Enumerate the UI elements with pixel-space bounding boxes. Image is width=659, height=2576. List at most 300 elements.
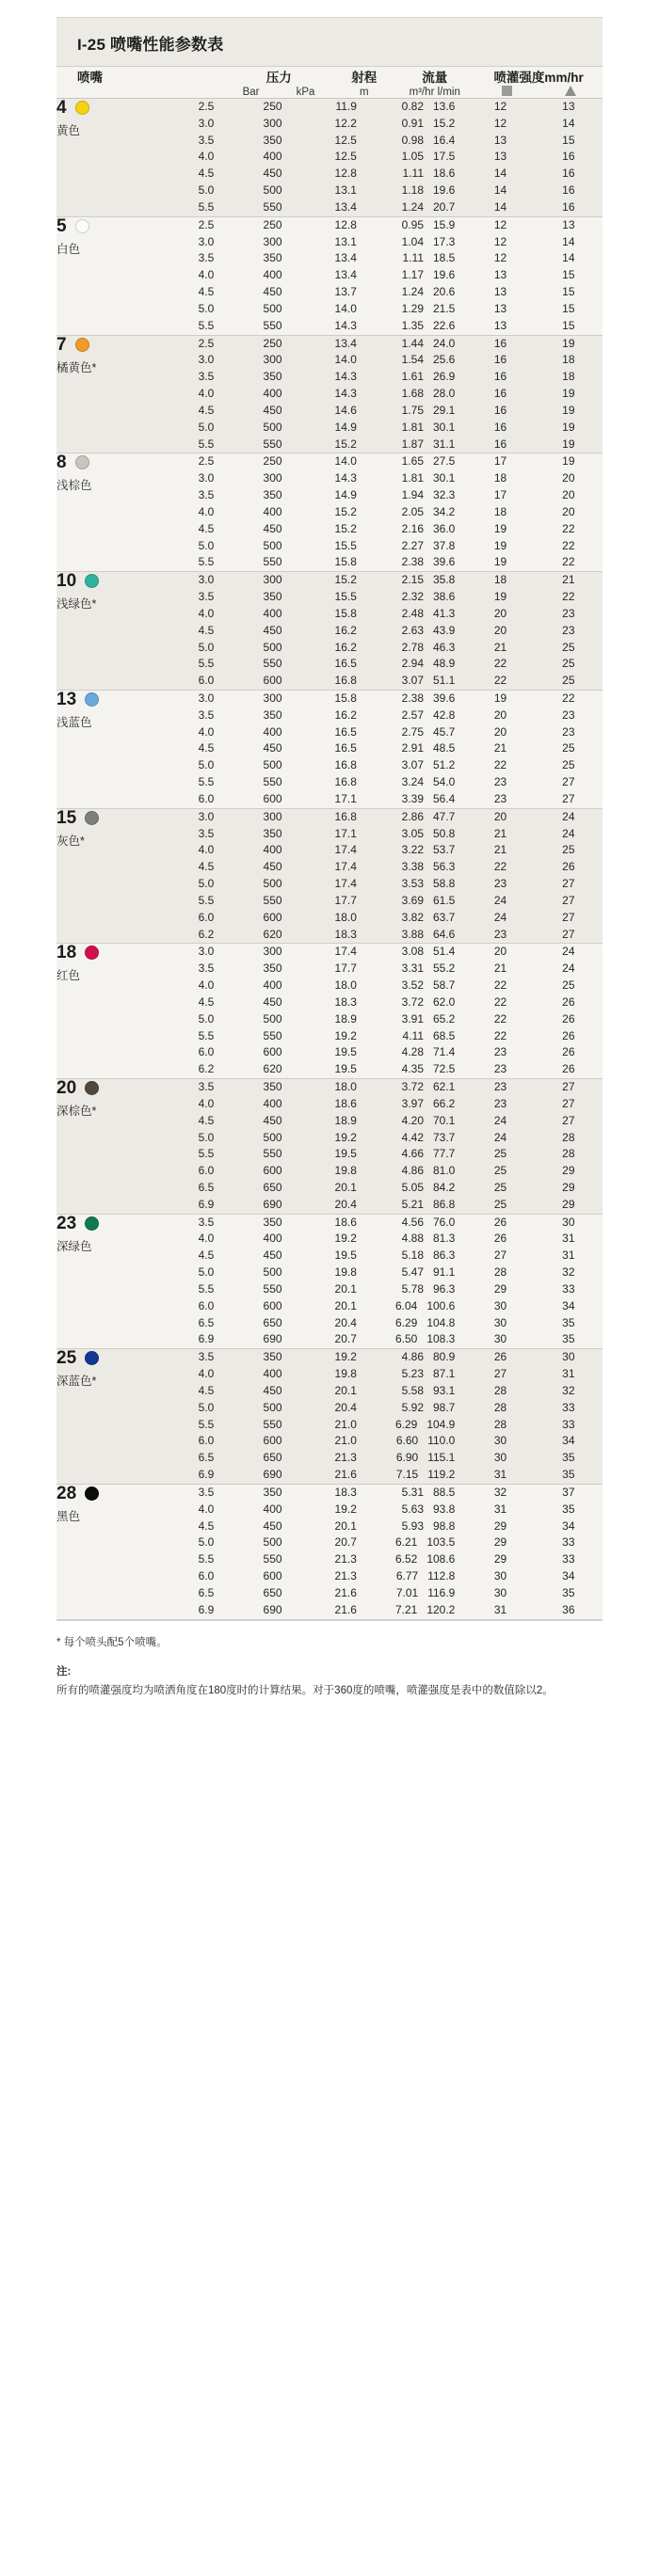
table-row xyxy=(154,1585,603,1602)
table-row xyxy=(154,708,603,724)
nozzle-group xyxy=(56,99,603,217)
cell-precip-triangle: 20 xyxy=(562,504,575,518)
cell-flow: 6.29 104.9 xyxy=(394,1417,456,1431)
cell-flow: 6.60 110.0 xyxy=(395,1434,456,1448)
cell-bar: 6.0 xyxy=(198,910,215,924)
cell-precip-square: 22 xyxy=(493,1028,507,1042)
cell-radius: 13.4 xyxy=(334,268,357,282)
table-row xyxy=(154,1215,603,1232)
nozzle-color-name: 橘黄色* xyxy=(56,360,97,374)
cell-kpa: 300 xyxy=(263,809,282,823)
nozzle-color-dot xyxy=(75,338,89,352)
cell-kpa: 650 xyxy=(263,1315,282,1329)
table-row xyxy=(154,453,603,470)
cell-radius: 15.5 xyxy=(334,590,357,604)
cell-bar: 6.0 xyxy=(198,791,215,805)
cell-flow: 5.78 96.3 xyxy=(401,1281,456,1296)
cell-kpa: 450 xyxy=(263,1113,282,1127)
cell-radius: 12.2 xyxy=(334,116,357,130)
cell-precip-square: 28 xyxy=(493,1383,507,1397)
table-row xyxy=(154,99,603,116)
cell-kpa: 650 xyxy=(263,1451,282,1465)
header-kpa: kPa xyxy=(278,86,333,99)
table-row xyxy=(154,1146,603,1163)
cell-precip-triangle: 26 xyxy=(562,1011,575,1026)
cell-precip-triangle: 16 xyxy=(562,199,575,214)
cell-precip-triangle: 19 xyxy=(562,403,575,417)
nozzle-group-body xyxy=(56,1349,603,1484)
cell-bar: 4.5 xyxy=(198,994,215,1009)
cell-radius: 19.8 xyxy=(334,1164,357,1178)
cell-radius: 20.7 xyxy=(334,1535,357,1550)
cell-flow: 1.87 31.1 xyxy=(401,437,456,451)
cell-precip-triangle: 15 xyxy=(562,133,575,147)
cell-flow: 3.22 53.7 xyxy=(401,843,456,857)
cell-radius: 18.9 xyxy=(334,1011,357,1026)
table-row xyxy=(154,1366,603,1383)
cell-precip-triangle: 22 xyxy=(562,590,575,604)
cell-kpa: 500 xyxy=(263,1265,282,1280)
triangle-icon xyxy=(538,86,603,99)
cell-precip-triangle: 36 xyxy=(562,1602,575,1616)
cell-flow: 5.47 91.1 xyxy=(401,1265,456,1280)
nozzle-color-dot xyxy=(75,455,89,469)
notes-text: 所有的喷灌强度均为喷洒角度在180度时的计算结果。对于360度的喷嘴，喷灌强度是表中的数值除以2。 xyxy=(56,1685,554,1697)
cell-kpa: 450 xyxy=(263,623,282,637)
cell-radius: 18.9 xyxy=(334,1113,357,1127)
cell-radius: 13.1 xyxy=(334,183,357,198)
cell-flow: 3.08 51.4 xyxy=(401,945,456,959)
cell-radius: 14.3 xyxy=(334,471,357,485)
cell-flow: 2.05 34.2 xyxy=(401,504,456,518)
cell-flow: 1.05 17.5 xyxy=(401,150,456,164)
cell-precip-triangle: 16 xyxy=(562,183,575,198)
nozzle-label-cell xyxy=(56,944,154,1078)
cell-precip-square: 20 xyxy=(493,945,507,959)
table-row xyxy=(154,470,603,487)
cell-radius: 19.2 xyxy=(334,1350,357,1364)
table-row xyxy=(154,133,603,150)
cell-precip-square: 30 xyxy=(493,1332,507,1346)
nozzle-group xyxy=(56,217,603,336)
table-row xyxy=(154,1298,603,1315)
cell-precip-square: 13 xyxy=(493,133,507,147)
cell-bar: 4.0 xyxy=(198,606,215,620)
nozzle-data-cell xyxy=(154,217,603,335)
cell-flow: 5.21 86.8 xyxy=(401,1197,456,1211)
cell-bar: 5.5 xyxy=(198,657,215,671)
cell-kpa: 450 xyxy=(263,860,282,874)
cell-precip-square: 27 xyxy=(493,1248,507,1263)
cell-bar: 5.5 xyxy=(198,555,215,569)
cell-precip-square: 28 xyxy=(493,1265,507,1280)
cell-bar: 4.0 xyxy=(198,843,215,857)
table-row xyxy=(154,656,603,673)
cell-precip-triangle: 35 xyxy=(562,1468,575,1482)
table-row xyxy=(154,757,603,774)
cell-flow: 3.07 51.1 xyxy=(401,674,456,688)
table-row xyxy=(154,1568,603,1585)
cell-bar: 3.5 xyxy=(198,962,215,976)
cell-flow: 3.52 58.7 xyxy=(401,978,456,993)
cell-bar: 4.0 xyxy=(198,724,215,739)
cell-precip-square: 22 xyxy=(493,994,507,1009)
cell-flow: 6.50 108.3 xyxy=(394,1332,456,1346)
cell-bar: 5.5 xyxy=(198,1552,215,1566)
cell-kpa: 350 xyxy=(263,1080,282,1094)
cell-bar: 5.0 xyxy=(198,1265,215,1280)
cell-radius: 21.6 xyxy=(334,1602,357,1616)
cell-precip-square: 16 xyxy=(493,387,507,401)
table-row xyxy=(154,740,603,757)
table-row xyxy=(154,420,603,437)
cell-precip-triangle: 25 xyxy=(562,640,575,654)
nozzle-data-table xyxy=(154,1349,603,1484)
cell-precip-triangle: 18 xyxy=(562,370,575,384)
nozzle-data-cell xyxy=(154,453,603,571)
cell-bar: 6.0 xyxy=(198,1164,215,1178)
cell-radius: 13.7 xyxy=(334,285,357,299)
cell-radius: 16.2 xyxy=(334,623,357,637)
cell-precip-triangle: 16 xyxy=(562,150,575,164)
nozzle-group-body xyxy=(56,1485,603,1619)
cell-bar: 4.0 xyxy=(198,1096,215,1110)
nozzle-number: 5 xyxy=(56,215,67,236)
cell-bar: 6.0 xyxy=(198,1045,215,1059)
cell-precip-triangle: 25 xyxy=(562,978,575,993)
cell-flow: 1.24 20.7 xyxy=(401,199,456,214)
nozzle-data-cell xyxy=(154,1349,603,1484)
cell-bar: 4.0 xyxy=(198,268,215,282)
cell-bar: 5.0 xyxy=(198,1535,215,1550)
cell-flow: 3.53 58.8 xyxy=(401,877,456,891)
cell-precip-triangle: 33 xyxy=(562,1400,575,1414)
cell-precip-triangle: 24 xyxy=(562,826,575,840)
nozzle-data-table xyxy=(154,1079,603,1214)
cell-bar: 5.5 xyxy=(198,775,215,789)
cell-precip-triangle: 19 xyxy=(562,420,575,434)
header-precip: 喷灌强度mm/hr xyxy=(493,71,584,85)
nozzle-number: 4 xyxy=(56,98,67,118)
cell-radius: 12.8 xyxy=(334,217,357,231)
cell-bar: 5.5 xyxy=(198,1281,215,1296)
cell-radius: 20.7 xyxy=(334,1332,357,1346)
cell-flow: 2.63 43.9 xyxy=(401,623,456,637)
cell-precip-square: 23 xyxy=(493,775,507,789)
cell-flow: 1.54 25.6 xyxy=(401,353,456,367)
nozzle-group-body xyxy=(56,944,603,1078)
table-row xyxy=(154,1534,603,1551)
cell-bar: 6.9 xyxy=(198,1602,215,1616)
cell-precip-square: 16 xyxy=(493,336,507,350)
cell-flow: 7.15 119.2 xyxy=(395,1468,456,1482)
table-row xyxy=(154,267,603,284)
table-row xyxy=(154,1231,603,1248)
cell-kpa: 300 xyxy=(263,116,282,130)
cell-precip-triangle: 25 xyxy=(562,843,575,857)
cell-bar: 6.5 xyxy=(198,1585,215,1599)
nozzle-group xyxy=(56,336,603,454)
cell-precip-triangle: 35 xyxy=(562,1585,575,1599)
nozzle-label-cell xyxy=(56,1485,154,1619)
table-row xyxy=(154,369,603,386)
cell-precip-square: 18 xyxy=(493,471,507,485)
cell-flow: 5.63 93.8 xyxy=(401,1502,456,1516)
cell-kpa: 300 xyxy=(263,234,282,248)
cell-flow: 2.91 48.5 xyxy=(401,741,456,755)
cell-kpa: 450 xyxy=(263,1519,282,1533)
table-row xyxy=(154,1264,603,1281)
cell-kpa: 500 xyxy=(263,640,282,654)
nozzle-group xyxy=(56,809,603,945)
cell-kpa: 350 xyxy=(263,370,282,384)
table-row xyxy=(154,554,603,571)
cell-kpa: 400 xyxy=(263,843,282,857)
cell-radius: 18.3 xyxy=(334,927,357,941)
cell-kpa: 550 xyxy=(263,1281,282,1296)
cell-precip-square: 19 xyxy=(493,590,507,604)
cell-precip-triangle: 27 xyxy=(562,927,575,941)
cell-bar: 3.5 xyxy=(198,370,215,384)
cell-flow: 1.11 18.6 xyxy=(402,167,456,181)
nozzle-label-cell xyxy=(56,99,154,216)
nozzle-color-name: 黄色 xyxy=(56,124,81,137)
header-pressure: 压力 xyxy=(265,71,292,85)
nozzle-groups xyxy=(56,99,603,1620)
cell-kpa: 500 xyxy=(263,758,282,772)
cell-precip-triangle: 30 xyxy=(562,1215,575,1229)
cell-precip-square: 19 xyxy=(493,538,507,552)
cell-radius: 18.3 xyxy=(334,994,357,1009)
cell-radius: 20.4 xyxy=(334,1400,357,1414)
cell-kpa: 550 xyxy=(263,1028,282,1042)
table-row xyxy=(154,842,603,859)
cell-radius: 14.3 xyxy=(334,387,357,401)
cell-flow: 1.29 21.5 xyxy=(401,301,456,315)
cell-bar: 5.5 xyxy=(198,1417,215,1431)
cell-precip-triangle: 26 xyxy=(562,994,575,1009)
cell-bar: 3.0 xyxy=(198,353,215,367)
cell-flow: 3.91 65.2 xyxy=(401,1011,456,1026)
cell-kpa: 600 xyxy=(263,791,282,805)
cell-flow: 1.17 19.6 xyxy=(401,268,456,282)
cell-radius: 21.3 xyxy=(334,1552,357,1566)
cell-flow: 1.61 26.9 xyxy=(401,370,456,384)
cell-precip-square: 14 xyxy=(493,199,507,214)
cell-precip-square: 14 xyxy=(493,183,507,198)
nozzle-color-dot xyxy=(85,1487,99,1501)
nozzle-data-cell xyxy=(154,1215,603,1349)
cell-kpa: 600 xyxy=(263,1434,282,1448)
nozzle-number: 28 xyxy=(56,1483,77,1503)
cell-flow: 4.56 76.0 xyxy=(401,1215,456,1229)
table-row xyxy=(154,521,603,538)
nozzle-label-cell xyxy=(56,1349,154,1484)
cell-precip-triangle: 30 xyxy=(562,1350,575,1364)
nozzle-color-name: 浅蓝色 xyxy=(56,715,92,729)
table-row xyxy=(154,1079,603,1096)
cell-flow: 3.39 56.4 xyxy=(401,791,456,805)
cell-precip-triangle: 23 xyxy=(562,606,575,620)
table-row xyxy=(154,352,603,369)
nozzle-color-dot xyxy=(85,946,99,960)
cell-precip-square: 20 xyxy=(493,809,507,823)
table-header-sub xyxy=(56,86,603,99)
cell-precip-triangle: 19 xyxy=(562,437,575,451)
nozzle-group-body xyxy=(56,99,603,216)
cell-precip-square: 30 xyxy=(493,1569,507,1583)
table-row xyxy=(154,1061,603,1078)
nozzle-color-dot xyxy=(85,692,99,707)
cell-radius: 15.2 xyxy=(334,504,357,518)
cell-flow: 0.98 16.4 xyxy=(401,133,456,147)
cell-kpa: 650 xyxy=(263,1585,282,1599)
cell-flow: 0.82 13.6 xyxy=(401,100,456,113)
cell-flow: 4.11 68.5 xyxy=(402,1028,456,1042)
cell-kpa: 400 xyxy=(263,387,282,401)
table-row xyxy=(154,116,603,133)
cell-precip-square: 16 xyxy=(493,353,507,367)
table-row xyxy=(154,961,603,978)
nozzle-color-name: 浅绿色* xyxy=(56,597,97,612)
cell-bar: 2.5 xyxy=(198,336,215,350)
cell-kpa: 250 xyxy=(263,100,282,113)
table-row xyxy=(154,1011,603,1028)
header-flow-units: m³/hr l/min xyxy=(394,86,474,99)
table-row xyxy=(154,1519,603,1535)
table-row xyxy=(154,1450,603,1467)
cell-radius: 21.6 xyxy=(334,1468,357,1482)
cell-precip-square: 16 xyxy=(493,437,507,451)
cell-bar: 3.5 xyxy=(198,826,215,840)
cell-precip-triangle: 22 xyxy=(562,521,575,535)
cell-radius: 21.3 xyxy=(334,1569,357,1583)
cell-flow: 7.21 120.2 xyxy=(394,1602,456,1616)
cell-precip-square: 26 xyxy=(493,1350,507,1364)
cell-precip-triangle: 27 xyxy=(562,877,575,891)
cell-precip-square: 21 xyxy=(493,640,507,654)
cell-precip-triangle: 27 xyxy=(562,1113,575,1127)
cell-precip-triangle: 27 xyxy=(562,1096,575,1110)
table-row xyxy=(154,876,603,893)
cell-kpa: 350 xyxy=(263,590,282,604)
nozzle-data-table xyxy=(154,1215,603,1349)
nozzle-data-table xyxy=(154,691,603,808)
cell-kpa: 600 xyxy=(263,1298,282,1312)
cell-precip-square: 31 xyxy=(493,1502,507,1516)
cell-flow: 3.24 54.0 xyxy=(401,775,456,789)
cell-precip-square: 13 xyxy=(493,150,507,164)
cell-bar: 5.0 xyxy=(198,420,215,434)
cell-bar: 4.5 xyxy=(198,167,215,181)
cell-bar: 4.5 xyxy=(198,1113,215,1127)
nozzle-data-cell xyxy=(154,1485,603,1619)
cell-radius: 15.2 xyxy=(334,573,357,587)
cell-precip-triangle: 27 xyxy=(562,1080,575,1094)
cell-bar: 4.5 xyxy=(198,1383,215,1397)
cell-radius: 21.6 xyxy=(334,1585,357,1599)
cell-flow: 3.72 62.0 xyxy=(401,994,456,1009)
cell-precip-triangle: 22 xyxy=(562,555,575,569)
title-bar xyxy=(56,18,603,67)
cell-kpa: 500 xyxy=(263,877,282,891)
nozzle-data-cell xyxy=(154,99,603,216)
cell-flow: 5.93 98.8 xyxy=(401,1519,456,1533)
cell-kpa: 400 xyxy=(263,1367,282,1381)
cell-flow: 1.18 19.6 xyxy=(401,183,456,198)
cell-kpa: 300 xyxy=(263,471,282,485)
cell-bar: 3.5 xyxy=(198,488,215,502)
cell-bar: 6.2 xyxy=(198,927,215,941)
cell-bar: 5.5 xyxy=(198,1147,215,1161)
cell-flow: 4.86 80.9 xyxy=(401,1350,456,1364)
cell-precip-triangle: 33 xyxy=(562,1552,575,1566)
cell-kpa: 500 xyxy=(263,301,282,315)
cell-radius: 14.0 xyxy=(334,301,357,315)
cell-kpa: 690 xyxy=(263,1197,282,1211)
cell-kpa: 400 xyxy=(263,504,282,518)
cell-bar: 4.5 xyxy=(198,1248,215,1263)
nozzle-color-dot xyxy=(85,811,99,825)
cell-flow: 3.72 62.1 xyxy=(401,1080,456,1094)
cell-precip-square: 30 xyxy=(493,1315,507,1329)
cell-radius: 14.0 xyxy=(334,353,357,367)
cell-bar: 3.0 xyxy=(198,809,215,823)
nozzle-group xyxy=(56,453,603,572)
table-row xyxy=(154,623,603,640)
cell-kpa: 350 xyxy=(263,708,282,722)
cell-flow: 0.95 15.9 xyxy=(401,217,456,231)
cell-precip-triangle: 33 xyxy=(562,1535,575,1550)
table-row xyxy=(154,826,603,843)
cell-precip-triangle: 34 xyxy=(562,1519,575,1533)
cell-kpa: 500 xyxy=(263,1130,282,1144)
cell-flow: 2.48 41.3 xyxy=(401,606,456,620)
cell-precip-triangle: 31 xyxy=(562,1232,575,1246)
nozzle-label-cell xyxy=(56,691,154,808)
nozzle-group-body xyxy=(56,691,603,808)
cell-kpa: 550 xyxy=(263,1417,282,1431)
cell-kpa: 350 xyxy=(263,1215,282,1229)
nozzle-group-body xyxy=(56,453,603,571)
cell-bar: 3.0 xyxy=(198,945,215,959)
nozzle-label-cell xyxy=(56,572,154,690)
cell-flow: 1.11 18.5 xyxy=(402,251,456,265)
cell-bar: 3.5 xyxy=(198,133,215,147)
cell-bar: 3.5 xyxy=(198,1215,215,1229)
cell-kpa: 550 xyxy=(263,775,282,789)
cell-precip-triangle: 32 xyxy=(562,1383,575,1397)
cell-flow: 4.86 81.0 xyxy=(401,1164,456,1178)
cell-bar: 4.0 xyxy=(198,1232,215,1246)
cell-precip-square: 29 xyxy=(493,1552,507,1566)
table-row xyxy=(154,183,603,199)
cell-precip-triangle: 24 xyxy=(562,945,575,959)
cell-flow: 6.52 108.6 xyxy=(394,1552,456,1566)
cell-flow: 5.31 88.5 xyxy=(401,1485,456,1499)
cell-precip-triangle: 15 xyxy=(562,268,575,282)
cell-precip-square: 18 xyxy=(493,504,507,518)
cell-bar: 2.5 xyxy=(198,454,215,469)
cell-radius: 14.3 xyxy=(334,318,357,332)
cell-precip-triangle: 35 xyxy=(562,1502,575,1516)
cell-precip-square: 24 xyxy=(493,1113,507,1127)
cell-kpa: 690 xyxy=(263,1602,282,1616)
cell-bar: 4.5 xyxy=(198,285,215,299)
cell-precip-triangle: 25 xyxy=(562,741,575,755)
cell-precip-triangle: 19 xyxy=(562,336,575,350)
nozzle-label-cell xyxy=(56,453,154,571)
